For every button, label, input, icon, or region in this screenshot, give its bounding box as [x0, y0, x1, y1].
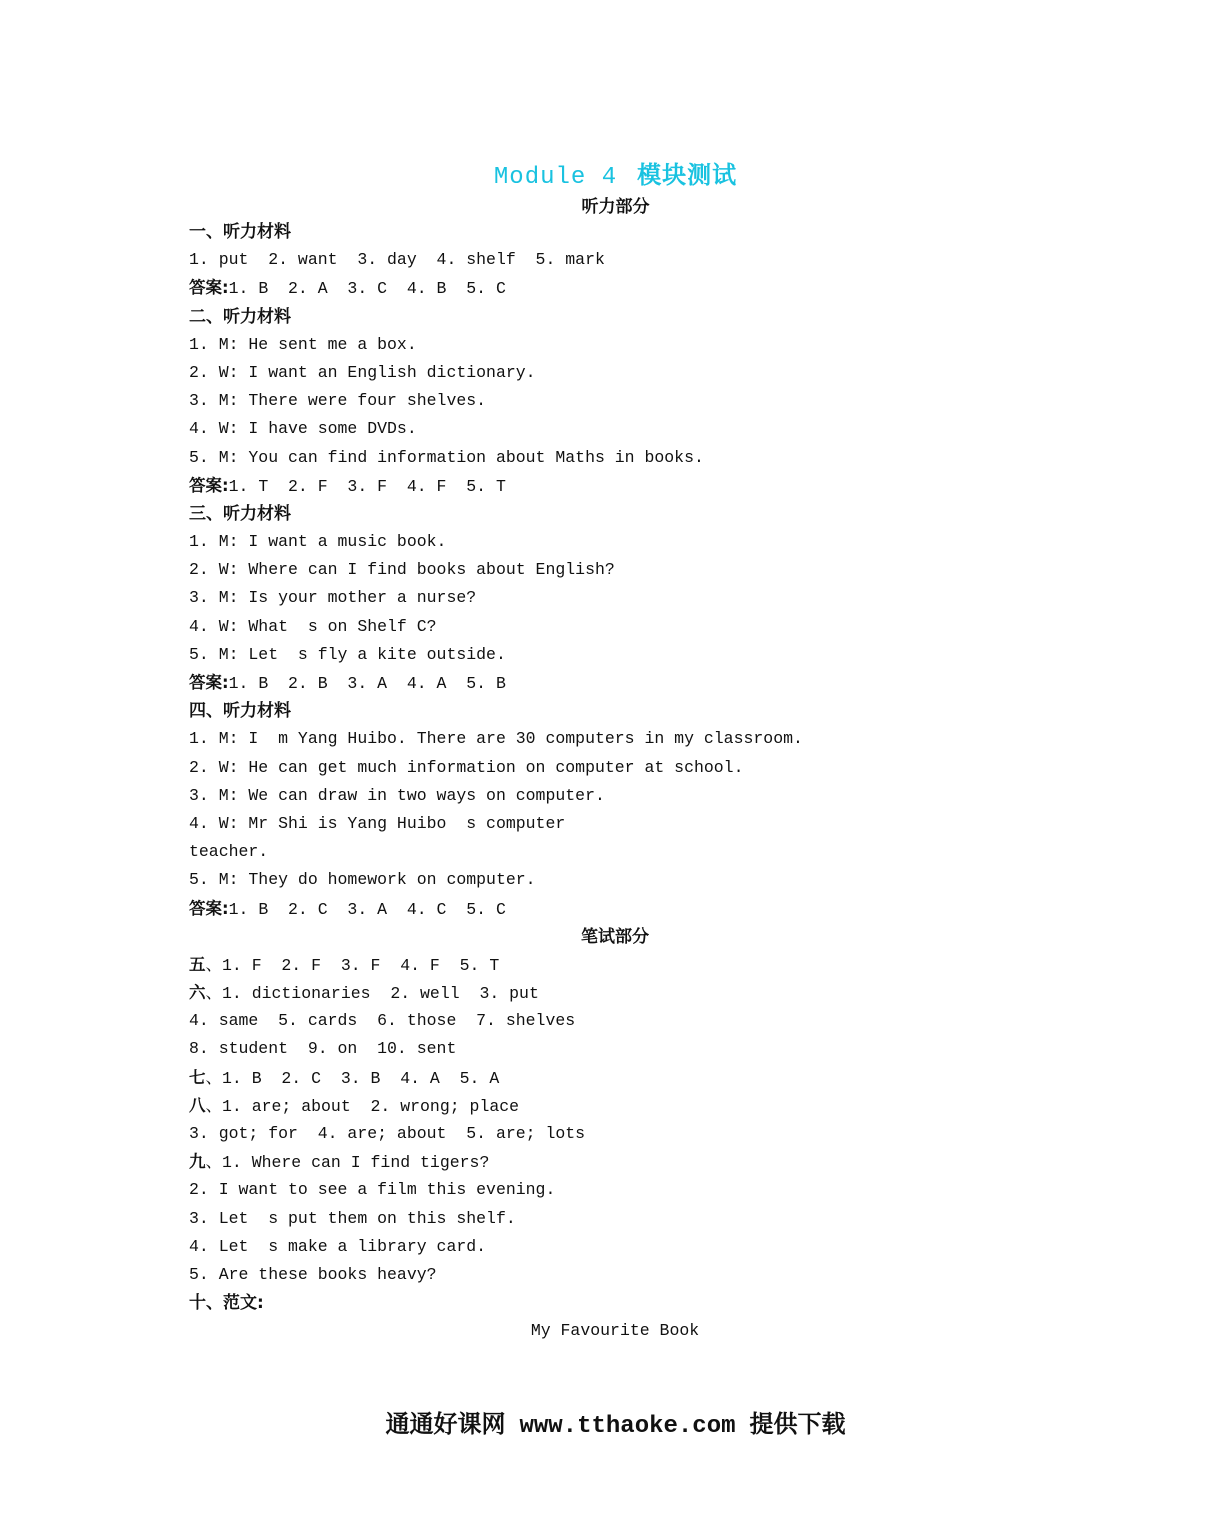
part2-answer: 答案:1. T 2. F 3. F 4. F 5. T — [189, 475, 506, 496]
part6-line: 8. student 9. on 10. sent — [189, 1039, 457, 1059]
footer-url[interactable]: www.tthaoke.com — [519, 1413, 736, 1440]
footer-download-text: 提供下载 — [749, 1410, 846, 1438]
part3-heading: 三、听力材料 — [189, 503, 291, 524]
part3-line: 1. M: I want a music book. — [189, 532, 447, 552]
part4-line: 2. W: He can get much information on computer at school. — [189, 757, 744, 777]
part9-line: 2. I want to see a film this evening. — [189, 1180, 556, 1200]
part2-line: 5. M: You can find information about Maths in books. — [189, 447, 704, 467]
part2-line: 4. W: I have some DVDs. — [189, 419, 417, 439]
essay-title: My Favourite Book — [530, 1321, 700, 1341]
part1-heading: 一、听力材料 — [189, 222, 291, 242]
part9-line: 九、1. Where can I find tigers? — [189, 1152, 490, 1173]
part8-line: 3. got; for 4. are; about 5. are; lots — [189, 1124, 586, 1143]
answer-key-body — [189, 218, 1089, 1346]
page-title — [0, 155, 1231, 191]
part3-line: 4. W: What s on Shelf C? — [189, 616, 437, 636]
part6-line: 六、1. dictionaries 2. well 3. put — [189, 983, 539, 1004]
footer-banner — [0, 1404, 1231, 1440]
part4-line: teacher. — [189, 842, 269, 862]
part6-line: 4. same 5. cards 6. those 7. shelves — [189, 1011, 576, 1031]
part9-line: 5. Are these books heavy? — [189, 1264, 437, 1284]
part10-heading: 十、范文: — [189, 1293, 264, 1314]
part2-heading: 二、听力材料 — [189, 306, 291, 327]
title-test: 模块测试 — [637, 161, 738, 189]
part4-line: 1. M: I m Yang Huibo. There are 30 computers in my classroom. — [189, 729, 803, 749]
part1-words: 1. put 2. want 3. day 4. shelf 5. mark — [189, 250, 605, 270]
part2-line: 1. M: He sent me a box. — [189, 334, 417, 354]
part1-answer: 答案:1. B 2. A 3. C 4. B 5. C — [189, 278, 506, 299]
part3-line: 3. M: Is your mother a nurse? — [189, 588, 477, 608]
part9-line: 3. Let s put them on this shelf. — [189, 1208, 516, 1228]
part3-answer: 答案:1. B 2. B 3. A 4. A 5. B — [189, 673, 506, 693]
part5-answer: 五、1. F 2. F 3. F 4. F 5. T — [189, 954, 500, 975]
part4-heading: 四、听力材料 — [189, 701, 291, 722]
writing-section-heading: 笔试部分 — [581, 926, 649, 947]
title-module: Module 4 — [493, 164, 618, 191]
listening-section-heading: 听力部分 — [581, 197, 650, 217]
part8-line: 八、1. are; about 2. wrong; place — [189, 1095, 520, 1116]
part7-answer: 七、1. B 2. C 3. B 4. A 5. A — [189, 1067, 500, 1088]
part2-line: 3. M: There were four shelves. — [189, 391, 487, 411]
part3-line: 2. W: Where can I find books about English? — [189, 560, 615, 580]
footer-site-name: 通通好课网 — [385, 1410, 506, 1438]
part9-line: 4. Let s make a library card. — [189, 1236, 487, 1256]
part2-line: 2. W: I want an English dictionary. — [189, 362, 536, 382]
part4-line: 4. W: Mr Shi is Yang Huibo s computer — [189, 813, 566, 833]
part4-line: 5. M: They do homework on computer. — [189, 870, 536, 890]
part4-line: 3. M: We can draw in two ways on computer. — [189, 785, 605, 805]
part4-answer: 答案:1. B 2. C 3. A 4. C 5. C — [189, 898, 506, 919]
part3-line: 5. M: Let s fly a kite outside. — [189, 644, 506, 664]
